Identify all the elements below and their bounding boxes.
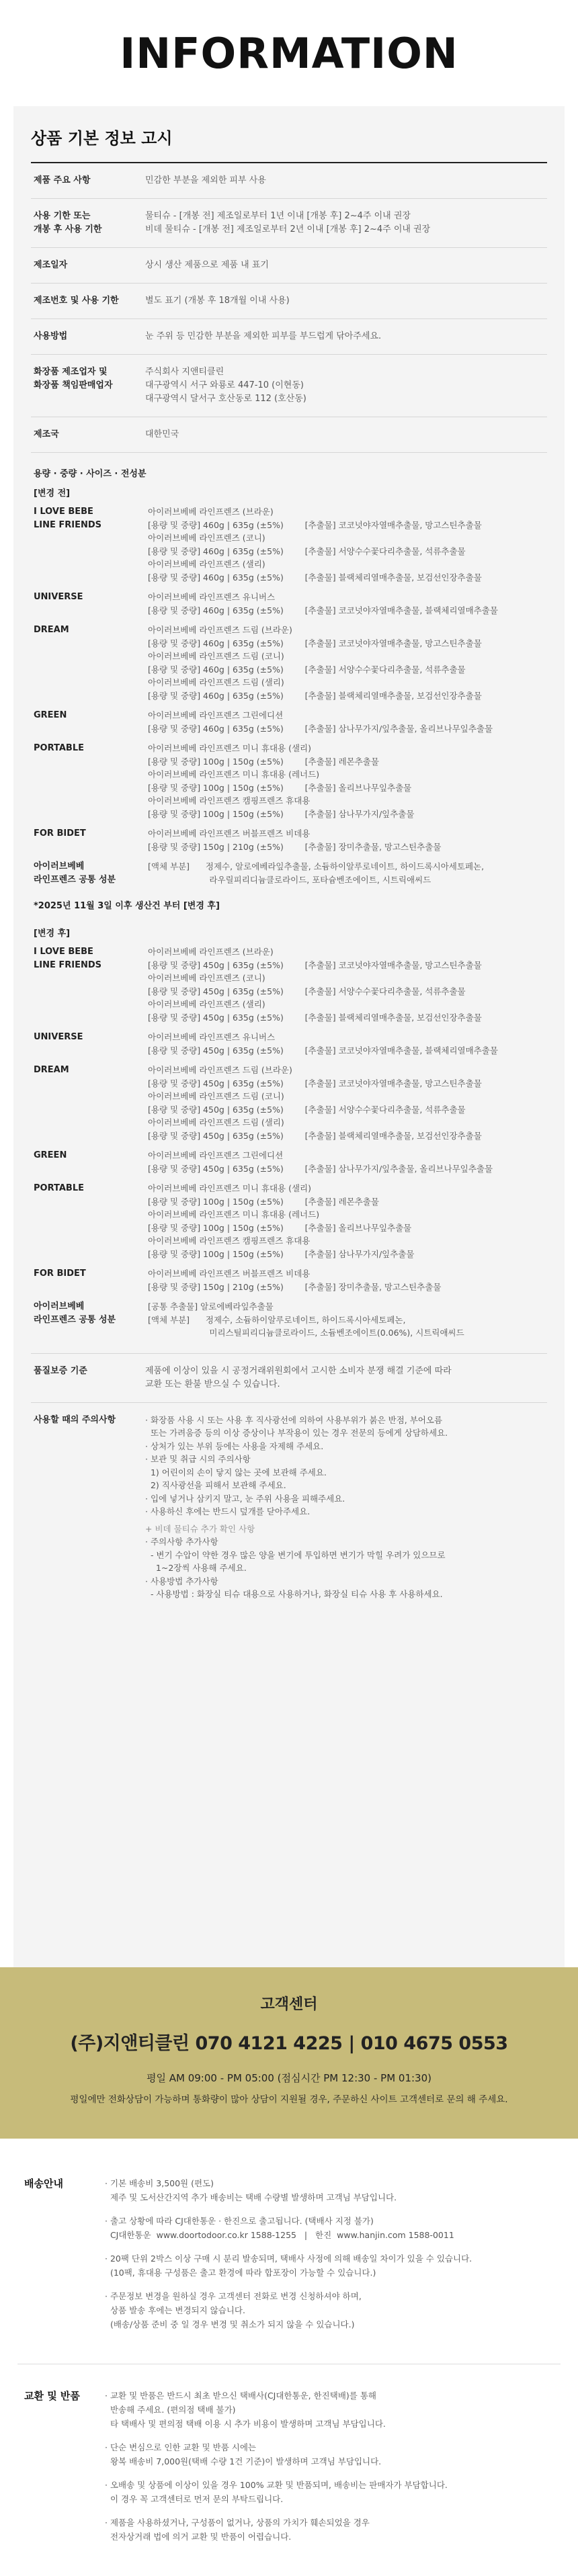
delivery-row — [17, 2170, 561, 2364]
product-lines — [148, 742, 547, 820]
policy-section — [0, 2139, 578, 2576]
product-name: 아이러브베베 라인프렌즈 공통 성분 — [34, 861, 116, 885]
product-line: 아이러브베베 라인프렌즈 드림 (브라운) — [148, 625, 292, 635]
info-row-label: 제조국 — [34, 429, 59, 439]
product-line: 아이러브베베 라인프렌즈 버블프렌즈 비데용 — [148, 828, 311, 839]
product-lines — [148, 860, 547, 886]
quality-label: 품질보증 기준 — [34, 1365, 87, 1376]
product-block — [34, 1300, 547, 1340]
product-lines — [148, 624, 547, 702]
product-line: 아이러브베베 라인프렌즈 유니버스 — [148, 1032, 276, 1042]
product-line: [용량 및 중량] 460g | 635g (±5%) [추출물] 블랙체리열매추출물, 보검선인장추출물 — [148, 572, 482, 583]
product-line: 아이러브베베 라인프렌즈 (브라운) — [148, 947, 274, 957]
product-line: 아이러브베베 라인프렌즈 (샐리) — [148, 559, 265, 569]
info-row-label: 화장품 제조업자 및 화장품 책임판매업자 — [34, 367, 113, 390]
product-block — [34, 1031, 547, 1057]
product-line: 아이러브베베 라인프렌즈 드림 (샐리) — [148, 677, 284, 687]
after-label: [변경 후] — [34, 929, 71, 939]
care-value — [145, 1414, 547, 1601]
care-line: 또는 가려움증 등의 이상 증상이나 부작용이 있는 경우 전문의 등에게 상담하세요. — [145, 1428, 448, 1438]
product-lines — [148, 1300, 547, 1340]
product-line: [용량 및 중량] 450g | 635g (±5%) [추출물] 코코넛야자열매추출물, 망고스틴추출물 — [148, 959, 482, 970]
info-row-value: 대한민국 — [145, 429, 179, 439]
product-line: [공통 추출물] 알로에베라잎추출물 — [148, 1301, 274, 1312]
product-line: [액체 부분] 정제수, 소듐하이알루로네이트, 하이드록시아세토페논, — [148, 1314, 406, 1325]
info-row — [31, 248, 547, 284]
product-line: 아이러브베베 라인프렌즈 유니버스 — [148, 592, 276, 602]
product-lines — [148, 1064, 547, 1142]
product-name: DREAM — [34, 625, 69, 635]
product-line: [용량 및 중량] 460g | 635g (±5%) [추출물] 코코넛야자열매추출물, 블랙체리열매추출물 — [148, 605, 498, 615]
product-line: [용량 및 중량] 450g | 635g (±5%) [추출물] 블랙체리열매추출물, 보검선인장추출물 — [148, 1130, 482, 1141]
exchange-row — [17, 2364, 561, 2576]
product-line: [용량 및 중량] 450g | 635g (±5%) [추출물] 삼나무가지/잎추출물, 올리브나무잎추출물 — [148, 1163, 493, 1174]
care-line: · 사용하신 후에는 반드시 덮개를 닫아주세요. — [145, 1506, 311, 1516]
product-line: 아이러브베베 라인프렌즈 미니 휴대용 (샐리) — [148, 743, 311, 753]
info-row — [31, 319, 547, 355]
product-block — [34, 1149, 547, 1175]
product-line: 아이러브베베 라인프렌즈 버블프렌즈 비데용 — [148, 1269, 311, 1279]
exchange-text — [105, 2389, 561, 2553]
care-line: 2) 직사광선을 피해서 보관해 주세요. — [145, 1480, 286, 1490]
quality-value: 제품에 이상이 있을 시 공정거래위원회에서 고시한 소비자 분쟁 해결 기준에 따라 교환 또는 환불 받으실 수 있습니다. — [145, 1365, 452, 1389]
care-line: · 상처가 있는 부위 등에는 사용을 자제해 주세요. — [145, 1441, 324, 1451]
product-block — [34, 591, 547, 617]
product-lines — [148, 1031, 547, 1057]
product-line: [용량 및 중량] 150g | 210g (±5%) [추출물] 장미추출물, 망고스틴추출물 — [148, 1281, 442, 1292]
product-line: 아이러브베베 라인프렌즈 캠핑프렌즈 휴대용 — [148, 796, 311, 806]
info-row — [31, 284, 547, 319]
product-line: 아이러브베베 라인프렌즈 (브라운) — [148, 507, 274, 517]
product-line: 아이러브베베 라인프렌즈 드림 (코니) — [148, 1091, 284, 1101]
product-block — [34, 860, 547, 886]
product-block — [34, 624, 547, 702]
info-row-value: 별도 표기 (개봉 후 18개월 이내 사용) — [145, 296, 290, 306]
product-line: [용량 및 중량] 460g | 635g (±5%) [추출물] 삼나무가지/잎추출물, 올리브나무잎추출물 — [148, 723, 493, 734]
product-name: UNIVERSE — [34, 592, 83, 602]
info-panel — [13, 106, 565, 1967]
customer-center — [0, 1967, 578, 2139]
product-name: UNIVERSE — [34, 1032, 83, 1042]
product-line: 라우릴피리디늄클로라이드, 포타슘벤조에이트, 시트릭애씨드 — [148, 874, 431, 885]
product-line: [용량 및 중량] 450g | 635g (±5%) [추출물] 코코넛야자열매추출물, 망고스틴추출물 — [148, 1078, 482, 1088]
delivery-label: 배송안내 — [24, 2178, 63, 2190]
delivery-paragraph: · 출고 상황에 따라 CJ대한통운 · 한진으로 출고됩니다. (택배사 지정 불가) CJ대한통운 www.doortodoor.co.kr 1588-1255 | 한진 www.hanjin.com 1588-0011 — [105, 2216, 454, 2240]
cs-hours: 평일 AM 09:00 - PM 05:00 (점심시간 PM 12:30 - PM 01:30) — [147, 2072, 431, 2084]
product-block — [34, 505, 547, 584]
product-name: FOR BIDET — [34, 828, 86, 839]
product-line: 아이러브베베 라인프렌즈 (코니) — [148, 533, 265, 543]
after-products — [34, 945, 547, 1340]
exchange-paragraph: · 교환 및 반품은 반드시 최초 받으신 택배사(CJ대한통운, 한진택배)를 통해 반송해 주세요. (편의점 택배 불가) 타 택배사 및 편의점 택배 이용 시 추가 비용이 발생하며 고객님 부담입니다. — [105, 2391, 386, 2429]
product-lines — [148, 591, 547, 617]
product-lines — [148, 1149, 547, 1175]
product-line: [용량 및 중량] 460g | 635g (±5%) [추출물] 블랙체리열매추출물, 보검선인장추출물 — [148, 690, 482, 701]
cs-title: 고객센터 — [260, 1996, 318, 2013]
product-block — [34, 742, 547, 820]
info-row-label: 제품 주요 사항 — [34, 175, 91, 185]
care-row — [31, 1403, 547, 1612]
info-row-value: 상시 생산 제품으로 제품 내 표기 — [145, 260, 269, 270]
product-line: 아이러브베베 라인프렌즈 미니 휴대용 (레너드) — [148, 1209, 320, 1219]
product-name: I LOVE BEBE LINE FRIENDS — [34, 947, 102, 970]
product-line: [액체 부분] 정제수, 알로에베라잎추출물, 소듐하이알루로네이트, 하이드록시아세토페논, — [148, 861, 485, 871]
product-line: [용량 및 중량] 450g | 635g (±5%) [추출물] 코코넛야자열매추출물, 블랙체리열매추출물 — [148, 1045, 498, 1056]
product-name: I LOVE BEBE LINE FRIENDS — [34, 507, 102, 530]
hero-header — [0, 0, 578, 106]
care-line: · 보관 및 취급 시의 주의사항 — [145, 1454, 251, 1464]
quality-row — [31, 1353, 547, 1403]
info-row-label: 사용 기한 또는 개봉 후 사용 기한 — [34, 211, 102, 234]
product-line: 아이러브베베 라인프렌즈 드림 (샐리) — [148, 1117, 284, 1127]
product-name: 아이러브베베 라인프렌즈 공통 성분 — [34, 1301, 116, 1325]
info-row-label: 제조번호 및 사용 기한 — [34, 296, 119, 306]
product-lines — [148, 945, 547, 1024]
product-lines — [148, 505, 547, 584]
cs-phones: (주)지앤티클린 070 4121 4225 | 010 4675 0553 — [70, 2033, 508, 2054]
product-line: 아이러브베베 라인프렌즈 미니 휴대용 (레너드) — [148, 769, 320, 779]
product-line: [용량 및 중량] 100g | 150g (±5%) [추출물] 삼나무가지/잎추출물 — [148, 808, 415, 819]
product-block — [34, 1064, 547, 1142]
delivery-paragraph: · 주문정보 변경을 원하실 경우 고객센터 전화로 변경 신청하셔야 하며, 상품 발송 후에는 변경되지 않습니다. (배송/상품 준비 중 일 경우 변경 및 취소가 되지 않을 수 있습니다.) — [105, 2291, 362, 2329]
care-line: · 화장품 사용 시 또는 사용 후 직사광선에 의하여 사용부위가 붉은 반점, 부어오름 — [145, 1414, 443, 1425]
exchange-paragraph: · 단순 변심으로 인한 교환 및 반품 시에는 왕복 배송비 7,000원(택배 수량 1건 기준)이 발생하며 고객님 부담입니다. — [105, 2442, 382, 2466]
product-lines — [148, 827, 547, 853]
product-lines — [148, 1267, 547, 1293]
product-name: PORTABLE — [34, 743, 84, 753]
product-line: [용량 및 중량] 450g | 635g (±5%) [추출물] 서양수수꽃다리추출물, 석류추출물 — [148, 1104, 466, 1115]
delivery-text — [105, 2176, 561, 2341]
product-line: 아이러브베베 라인프렌즈 미니 휴대용 (샐리) — [148, 1183, 311, 1193]
product-line: 아이러브베베 라인프렌즈 드림 (브라운) — [148, 1065, 292, 1075]
product-block — [34, 945, 547, 1024]
product-name: GREEN — [34, 1150, 67, 1160]
info-rows — [31, 163, 547, 453]
spec-title: 용량 · 중량 · 사이즈 · 전성분 — [34, 469, 147, 479]
info-row-label: 사용방법 — [34, 331, 68, 341]
exchange-label: 교환 및 반품 — [24, 2390, 80, 2402]
product-lines — [148, 1182, 547, 1260]
care-sub-line: - 변기 수압이 약한 경우 많은 양을 변기에 투입하면 변기가 막힐 우려가 있으므로 — [145, 1549, 446, 1560]
product-line: 아이러브베베 라인프렌즈 (코니) — [148, 973, 265, 983]
product-line: [용량 및 중량] 460g | 635g (±5%) [추출물] 코코넛야자열매추출물, 망고스틴추출물 — [148, 638, 482, 648]
product-line: [용량 및 중량] 100g | 150g (±5%) [추출물] 올리브나무잎추출물 — [148, 1222, 412, 1233]
before-label: [변경 전] — [34, 488, 71, 499]
spec-section — [31, 453, 547, 1353]
product-line: [용량 및 중량] 100g | 150g (±5%) [추출물] 레몬추출물 — [148, 1196, 379, 1207]
cs-notice: 평일에만 전화상담이 가능하며 통화량이 많아 상담이 지원될 경우, 주문하신 사이트 고객센터로 문의 해 주세요. — [70, 2094, 508, 2105]
product-line: [용량 및 중량] 460g | 635g (±5%) [추출물] 서양수수꽃다리추출물, 석류추출물 — [148, 546, 466, 556]
product-line: 아이러브베베 라인프렌즈 그린에디션 — [148, 710, 284, 720]
delivery-paragraph: · 20팩 단위 2박스 이상 구매 시 분리 발송되며, 택배사 사정에 의해 배송일 차이가 있을 수 있습니다. (10팩, 휴대용 구성품은 출고 환경에 따라 합포장이 가능할 수 있습니다.) — [105, 2253, 472, 2278]
product-line: [용량 및 중량] 460g | 635g (±5%) [추출물] 서양수수꽃다리추출물, 석류추출물 — [148, 664, 466, 675]
before-products — [34, 505, 547, 886]
care-sub-line: · 주의사항 추가사항 — [145, 1537, 218, 1547]
delivery-paragraph: · 기본 배송비 3,500원 (편도) 제주 및 도서산간지역 추가 배송비는 택배 수량별 발생하며 고객님 부담입니다. — [105, 2178, 397, 2202]
page-title: INFORMATION — [120, 28, 458, 78]
product-name: PORTABLE — [34, 1183, 84, 1193]
product-line: [용량 및 중량] 100g | 150g (±5%) [추출물] 삼나무가지/잎추출물 — [148, 1248, 415, 1259]
product-block — [34, 709, 547, 735]
info-row — [31, 355, 547, 417]
product-block — [34, 827, 547, 853]
exchange-paragraph: · 오배송 및 상품에 이상이 있을 경우 100% 교환 및 반품되며, 배송비는 판매자가 부담합니다. 이 경우 꼭 고객센터로 먼저 문의 부탁드립니다. — [105, 2480, 448, 2504]
product-lines — [148, 709, 547, 735]
care-sub-line: · 사용방법 추가사항 — [145, 1576, 218, 1586]
product-line: [용량 및 중량] 450g | 635g (±5%) [추출물] 서양수수꽃다리추출물, 석류추출물 — [148, 986, 466, 996]
info-row-value: 물티슈 - [개봉 전] 제조일로부터 1년 이내 [개봉 후] 2~4주 이내 권장 비데 물티슈 - [개봉 전] 제조일로부터 2년 이내 [개봉 후] 2~4주 이내 권장 — [145, 211, 431, 234]
info-row — [31, 163, 547, 199]
info-row — [31, 417, 547, 453]
exchange-paragraph: · 제품을 사용하셨거나, 구성품이 없거나, 상품의 가치가 훼손되었을 경우 전자상거래 법에 의거 교환 및 반품이 어렵습니다. — [105, 2518, 370, 2542]
change-note: *2025년 11월 3일 이후 생산건 부터 [변경 후] — [34, 901, 220, 911]
info-title: 상품 기본 정보 고시 — [31, 125, 547, 163]
product-line: 아이러브베베 라인프렌즈 (샐리) — [148, 999, 265, 1009]
info-row-value: 민감한 부분을 제외한 피부 사용 — [145, 175, 266, 185]
product-block — [34, 1182, 547, 1260]
product-line: [용량 및 중량] 150g | 210g (±5%) [추출물] 장미추출물, 망고스틴추출물 — [148, 841, 442, 852]
product-line: [용량 및 중량] 100g | 150g (±5%) [추출물] 올리브나무잎추출물 — [148, 782, 412, 793]
product-name: GREEN — [34, 710, 67, 720]
product-line: 미리스틸피리디늄클로라이드, 소듐벤조에이트(0.06%), 시트릭애씨드 — [148, 1328, 464, 1338]
product-line: [용량 및 중량] 460g | 635g (±5%) [추출물] 코코넛야자열매추출물, 망고스틴추출물 — [148, 519, 482, 530]
product-name: DREAM — [34, 1065, 69, 1075]
product-name: FOR BIDET — [34, 1269, 86, 1279]
product-line: 아이러브베베 라인프렌즈 그린에디션 — [148, 1150, 284, 1160]
care-sub-line: - 사용방법 : 화장실 티슈 대용으로 사용하거나, 화장실 티슈 사용 후 사용하세요. — [145, 1589, 443, 1599]
info-row-value: 주식회사 지앤티클린 대구광역시 서구 와룡로 447-10 (이현동) 대구광역시 달서구 호산동로 112 (호산동) — [145, 367, 306, 404]
product-line: 아이러브베베 라인프렌즈 캠핑프렌즈 휴대용 — [148, 1236, 311, 1246]
care-sub-line: 1~2장씩 사용해 주세요. — [145, 1563, 247, 1573]
info-row-value: 눈 주위 등 민감한 부분을 제외한 피부를 부드럽게 닦아주세요. — [145, 331, 382, 341]
care-sub-title: + 비데 물티슈 추가 확인 사항 — [145, 1523, 255, 1534]
product-line: 아이러브베베 라인프렌즈 드림 (코니) — [148, 651, 284, 661]
care-label: 사용할 때의 주의사항 — [34, 1414, 116, 1425]
product-block — [34, 1267, 547, 1293]
product-line: [용량 및 중량] 450g | 635g (±5%) [추출물] 블랙체리열매추출물, 보검선인장추출물 — [148, 1012, 482, 1023]
info-row — [31, 199, 547, 248]
care-line: 1) 어린이의 손이 닿지 않는 곳에 보관해 주세요. — [145, 1467, 327, 1477]
info-row-label: 제조일자 — [34, 260, 68, 270]
care-line: · 입에 넣거나 삼키지 말고, 눈 주위 사용을 피해주세요. — [145, 1493, 345, 1504]
product-line: [용량 및 중량] 100g | 150g (±5%) [추출물] 레몬추출물 — [148, 756, 379, 767]
